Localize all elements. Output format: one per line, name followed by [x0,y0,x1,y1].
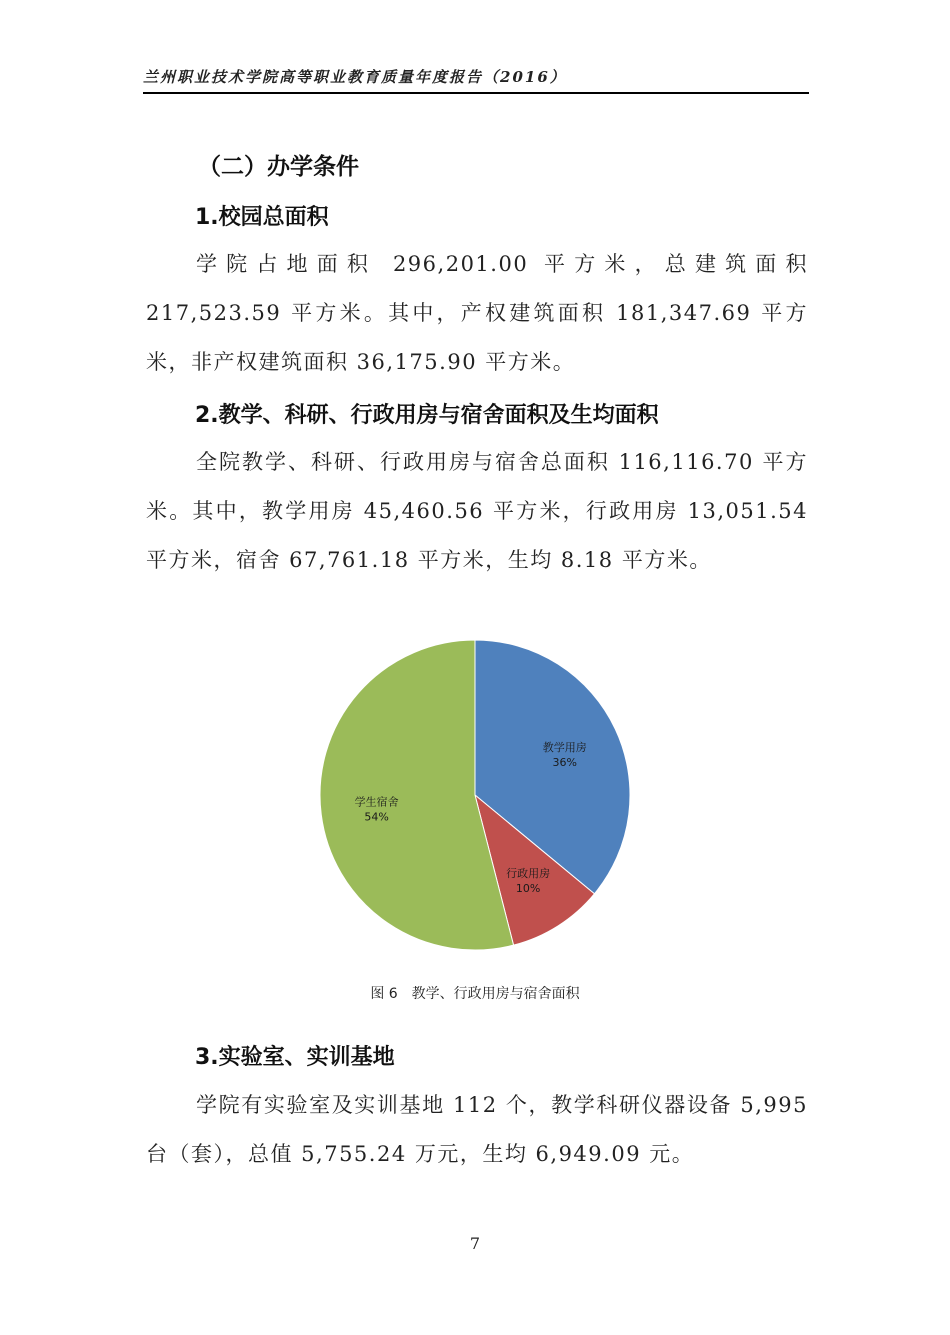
slice-category-label-2: 学生宿舍 [354,795,399,809]
header-rule [143,92,809,94]
page-number: 7 [469,1234,481,1253]
slice-percent-label-2: 54% [364,810,389,824]
subsection-title-2: 2.教学、科研、行政用房与宿舍面积及生均面积 [195,403,659,428]
slice-percent-label-0: 36% [552,755,577,769]
figure-caption: 图 6 教学、行政用房与宿舍面积 [370,986,580,1002]
slice-percent-label-1: 10% [515,881,541,895]
paragraph-2: 全院教学、科研、行政用房与宿舍总面积 116,116.70 平方米。其中，教学用房 45,460.56 平方米，行政用房 13,051.54 平方米，宿舍 67,761.18 平方米，生均 8.18 平方米。 [146,450,808,572]
subsection-title-3: 3.实验室、实训基地 [195,1045,395,1070]
slice-category-label-1: 行政用房 [506,866,551,880]
pie-chart [300,630,650,960]
slice-category-label-0: 教学用房 [542,740,587,754]
section-title: （二）办学条件 [198,154,359,180]
subsection-title-1: 1.校园总面积 [195,205,329,230]
paragraph-3: 学院有实验室及实训基地 112 个，教学科研仪器设备 5,995 台（套），总值 5,755.24 万元，生均 6,949.09 元。 [146,1093,808,1166]
paragraph-1: 学院占地面积 296,201.00 平方米，总建筑面积 217,523.59 平方米。其中，产权建筑面积 181,347.69 平方米，非产权建筑面积 36,175.90 平方米。 [146,252,808,374]
running-header: 兰州职业技术学院高等职业教育质量年度报告（2016） [143,68,567,86]
